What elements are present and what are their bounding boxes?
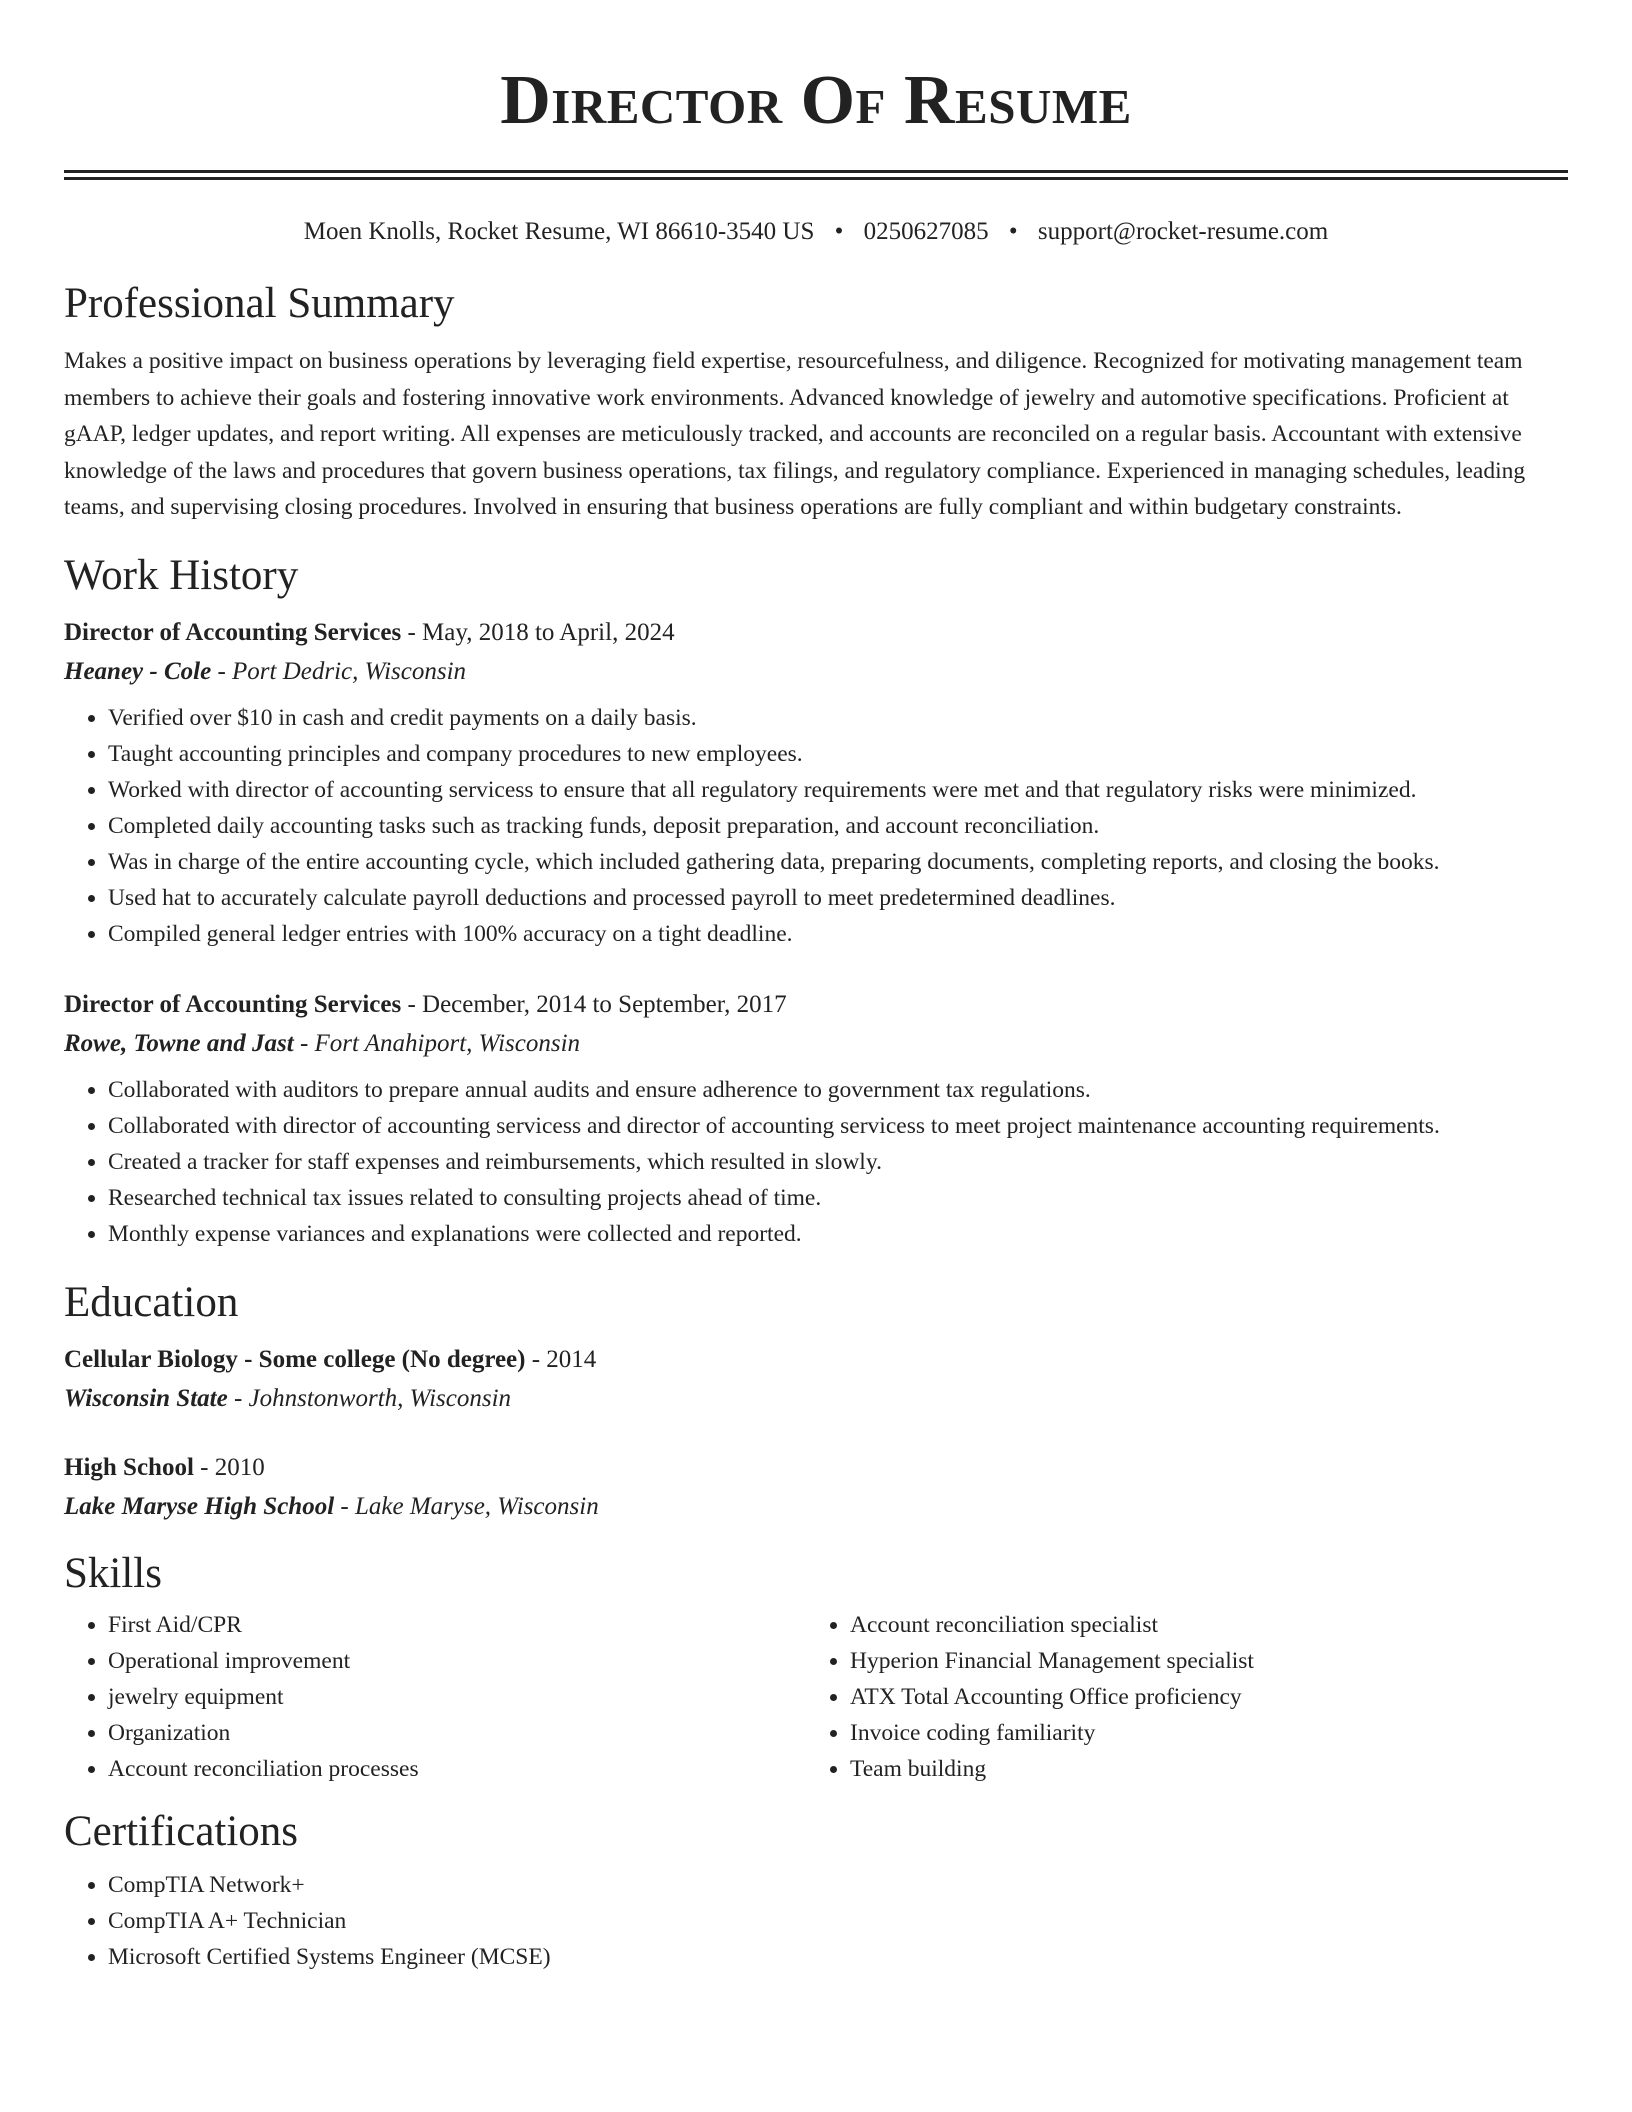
education-degree: High School [64, 1453, 194, 1481]
job-company-line [64, 1024, 1568, 1064]
certifications-list [64, 1867, 1568, 1975]
skills-list [64, 1607, 806, 1787]
list-item: • Compiled general ledger entries with 100% accuracy on a tight deadline. [108, 916, 1568, 952]
section-heading-summary: Professional Summary [64, 280, 455, 327]
title-divider [64, 170, 1568, 180]
list-item: • Was in charge of the entire accounting cycle, which included gathering data, preparing documents, completing reports, and closing the books. [108, 844, 1568, 880]
list-item: • ATX Total Accounting Office proficiency [850, 1679, 1568, 1715]
job-location: - Port Dedric, Wisconsin [211, 657, 467, 685]
education-degree-line [64, 1449, 1568, 1487]
list-item: • CompTIA Network+ [108, 1867, 1568, 1903]
list-item: • First Aid/CPR [108, 1607, 806, 1643]
list-item: • Account reconciliation processes [108, 1751, 806, 1787]
section-heading-certifications: Certifications [64, 1807, 299, 1855]
job-company: Rowe, Towne and Jast [64, 1029, 294, 1057]
skills-column-left [64, 1607, 806, 1787]
job-title-line [64, 614, 1568, 652]
job-company-line [64, 652, 1568, 692]
education-degree-line [64, 1341, 1568, 1379]
list-item: • Account reconciliation specialist [850, 1607, 1568, 1643]
list-item: • Team building [850, 1751, 1568, 1787]
job-title: Director of Accounting Services [64, 990, 402, 1018]
skills-list [806, 1607, 1568, 1787]
list-item: • Worked with director of accounting servicess to ensure that all regulatory requirements were met and that regulatory risks were minimized. [108, 772, 1568, 808]
job-entry [64, 986, 1568, 1252]
contact-email[interactable]: support@rocket-resume.com [1037, 218, 1329, 245]
list-item: • Collaborated with director of accounting servicess and director of accounting servicess to meet project maintenance accounting requirements. [108, 1108, 1568, 1144]
list-item: • Microsoft Certified Systems Engineer (MCSE) [108, 1939, 1568, 1975]
list-item: • Collaborated with auditors to prepare annual audits and ensure adherence to government tax regulations. [108, 1072, 1568, 1108]
contact-line [64, 216, 1568, 248]
section-heading-skills: Skills [64, 1549, 162, 1597]
section-heading-work-history: Work History [64, 551, 299, 599]
list-item: • Created a tracker for staff expenses and reimbursements, which resulted in slowly. [108, 1144, 1568, 1180]
list-item: • Used hat to accurately calculate payroll deductions and processed payroll to meet predetermined deadlines. [108, 880, 1568, 916]
education-school: Wisconsin State [64, 1384, 228, 1412]
job-dates: - December, 2014 to September, 2017 [401, 990, 787, 1018]
list-item: • Organization [108, 1715, 806, 1751]
list-item: • CompTIA A+ Technician [108, 1903, 1568, 1939]
job-dates: - May, 2018 to April, 2024 [401, 618, 675, 646]
contact-separator: • [834, 218, 844, 245]
list-item: • Invoice coding familiarity [850, 1715, 1568, 1751]
list-item: • Completed daily accounting tasks such as tracking funds, deposit preparation, and account reconciliation. [108, 808, 1568, 844]
list-item: • Hyperion Financial Management specialist [850, 1643, 1568, 1679]
job-bullet-list [64, 1072, 1568, 1252]
section-heading-education: Education [64, 1278, 239, 1326]
job-title: Director of Accounting Services [64, 618, 402, 646]
skills-columns [64, 1607, 1568, 1787]
education-year: - 2010 [193, 1453, 265, 1481]
education-location: - Johnstonworth, Wisconsin [227, 1384, 512, 1412]
job-title-line [64, 986, 1568, 1024]
job-entry [64, 614, 1568, 952]
education-school-line [64, 1379, 1568, 1419]
education-entry [64, 1341, 1568, 1419]
skills-column-right [806, 1607, 1568, 1787]
list-item: • Taught accounting principles and company procedures to new employees. [108, 736, 1568, 772]
summary-paragraph: Makes a positive impact on business operations by leveraging field expertise, resourcefulness, and diligence. Recognized for motivating management team members to achieve their goals and fostering innovative work environments. Advanced knowledge of jewelry and automotive specifications. Proficient at gAAP, ledger updates, and report writing. All expenses are meticulously tracked, and accounts are reconciled on a regular basis. Accountant with extensive knowledge of the laws and procedures that govern business operations, tax filings, and regulatory compliance. Experienced in managing schedules, leading teams, and supervising closing procedures. Involved in ensuring that business operations are fully compliant and within budgetary constraints. [64, 348, 1526, 520]
education-location: - Lake Maryse, Wisconsin [334, 1492, 599, 1520]
job-bullet-list [64, 700, 1568, 952]
job-company: Heaney - Cole [64, 657, 212, 685]
contact-phone[interactable]: 0250627085 [863, 218, 989, 245]
education-school: Lake Maryse High School [64, 1492, 335, 1520]
list-item: • Verified over $10 in cash and credit payments on a daily basis. [108, 700, 1568, 736]
list-item: • Researched technical tax issues related to consulting projects ahead of time. [108, 1180, 1568, 1216]
list-item: • Monthly expense variances and explanations were collected and reported. [108, 1216, 1568, 1252]
education-school-line [64, 1487, 1568, 1527]
contact-separator: • [1008, 218, 1018, 245]
education-degree: Cellular Biology - Some college (No degree) [64, 1345, 526, 1373]
education-year: - 2014 [525, 1345, 597, 1373]
contact-address: Moen Knolls, Rocket Resume, WI 86610-3540 US [303, 218, 815, 245]
education-entry [64, 1449, 1568, 1527]
job-location: - Fort Anahiport, Wisconsin [293, 1029, 581, 1057]
list-item: • jewelry equipment [108, 1679, 806, 1715]
resume-title: Director Of Resume [500, 62, 1132, 139]
list-item: • Operational improvement [108, 1643, 806, 1679]
